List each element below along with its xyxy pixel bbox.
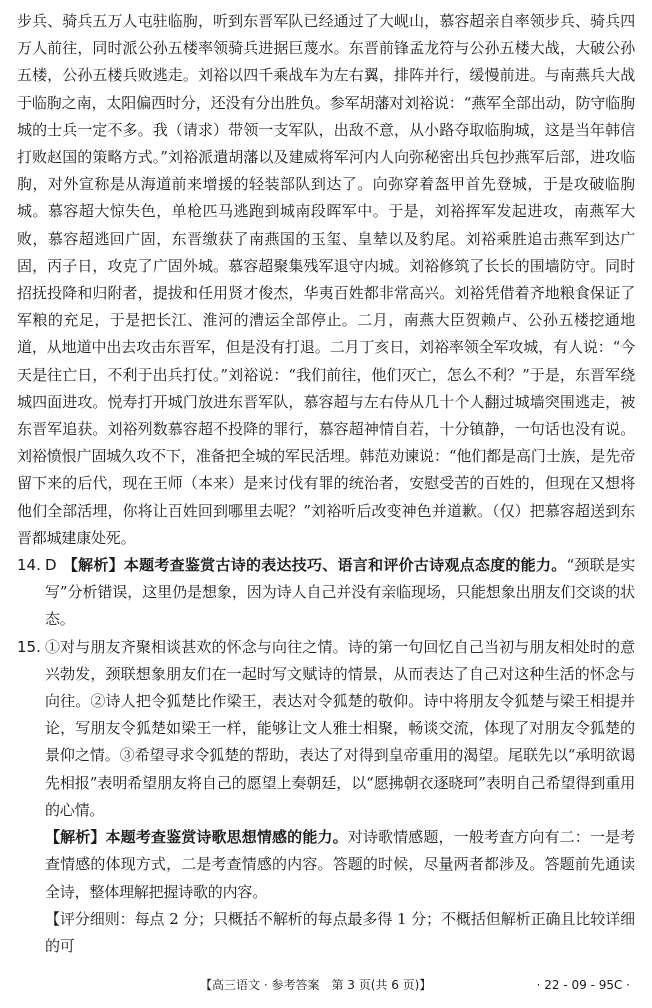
answer-page: [17, 8, 635, 968]
footer-doc-code: · 22 - 09 - 95C ·: [536, 978, 630, 992]
question-14-number: 14.: [17, 556, 41, 575]
translation-passage: 步兵、骑兵五万人屯驻临朐，听到东晋军队已经通过了大岘山，慕容超亲自率领步兵、骑兵四万人前往，同时派公孙五楼率领骑兵进据巨蔑水。东晋前锋孟龙符与公孙五楼大战，大破公孙五楼，公孙五楼兵败逃走。刘裕以四千乘战车为左右翼，排阵并行，缓慢前进。与南燕兵大战于临朐之南，太阳偏西时分，还没有分出胜负。参军胡藩对刘裕说：“燕军全部出动，防守临朐城的士兵一定不多。我（请求）带领一支军队，出敌不意，从小路夺取临朐城，这是当年韩信打败赵国的策略方式。”刘裕派遣胡藩以及建威将军河内人向弥秘密出兵包抄燕军后部，进攻临朐，对外宣称是从海道前来增援的轻装部队到达了。向弥穿着盔甲首先登城，于是攻破临朐城。慕容超大惊失色，单枪匹马逃跑到城南段晖军中。于是，刘裕挥军发起进攻，南燕军大败，慕容超逃回广固，东晋缴获了南燕国的玉玺、皇辇以及豹尾。刘裕乘胜追击燕军到达广固，丙子日，攻克了广固外城。慕容超聚集残军退守内城。刘裕修筑了长长的围墙防守。同时招抚投降和归附者，提拔和任用贤才俊杰，华夷百姓都非常高兴。刘裕凭借着齐地粮食保证了军粮的充足，于是把长江、淮河的漕运全部停止。二月，南燕大臣贺赖卢、公孙五楼挖通地道，从地道中出去攻击东晋军，但是没有打退。二月丁亥日，刘裕率领全军攻城，有人说：“今天是往亡日，不利于出兵打仗。”刘裕说：“我们前往，他们灭亡，怎么不利？”于是，东晋军绕城四面进攻。悦寿打开城门放进东晋军队，慕容超与左右侍从几十个人翻过城墙突围逃走，被东晋军追获。刘裕列数慕容超不投降的罪行，慕容超神情自若，十分镇静，一句话也没有说。刘裕愤恨广固城久攻不下，准备把全城的军民活埋。韩范劝谏说：“他们都是高门士族，是先帝留下来的后代，现在王师（本来）是来讨伐有罪的统治者，安慰受苦的百姓的，但现在又想将他们全部活埋，你将让百姓回到哪里去呢？”刘裕听后改变神色并道歉。（仅）把慕容超送到东晋都城建康处死。: [17, 12, 635, 547]
question-15-scoring: 【评分细则：每点 2 分；只概括不解析的每点最多得 1 分；不概括但解析正确且比较详细的可: [45, 909, 635, 955]
question-14-analysis-text: “颈联是实写”分析错误，这里仍是想象，因为诗人自己并没有亲临现场，只能想象出朋友们交谈的状态。: [45, 556, 636, 629]
question-15-analysis-paragraph: [45, 824, 635, 906]
question-14-body: [45, 552, 635, 634]
question-14-analysis-heading: 本题考查鉴赏古诗的表达技巧、语言和评价古诗观点态度的能力。: [123, 556, 567, 575]
question-15-number: 15.: [17, 637, 41, 656]
question-14-answer: D: [45, 556, 57, 575]
question-15-answer: ①对与朋友齐聚相谈甚欢的怀念与向往之情。诗的第一句回忆自己当初与朋友相处时的意兴勃发，颈联想象朋友们在一起时写文赋诗的情景，从而表达了自己对这种生活的怀念与向往。②诗人把令狐楚比作梁王，表达对令狐楚的敬仰。诗中将朋友令狐楚与梁王相提并论，写朋友令狐楚如梁王一样，能够让文人雅士相聚，畅谈交流，体现了对朋友令狐楚的景仰之情。③希望寻求令狐楚的帮助，表达了对得到皇帝重用的渴望。尾联先以“承明欲谒先相报”表明希望朋友将自己的愿望上奏朝廷，以“愿拂朝衣逐晓珂”表明自己希望得到重用的心情。: [45, 637, 635, 819]
question-15-analysis: [45, 824, 635, 960]
page-footer: [0, 974, 652, 996]
question-15-analysis-tag: 【解析】: [45, 828, 106, 847]
question-14: [17, 552, 635, 634]
question-15: [17, 634, 635, 824]
question-14-analysis-tag: 【解析】: [62, 556, 124, 575]
footer-page-info: 【高三语文 · 参考答案 第 3 页(共 6 页)】: [200, 978, 432, 992]
question-15-analysis-text: 对诗歌情感题，一般考查方向有二：一是考查情感的体现方式，二是考查情感的内容。答题的时候，尽量两者都涉及。答题前先通读全诗，整体理解把握诗歌的内容。: [45, 828, 635, 901]
question-15-analysis-heading: 本题考查鉴赏诗歌思想情感的能力。: [105, 828, 348, 847]
